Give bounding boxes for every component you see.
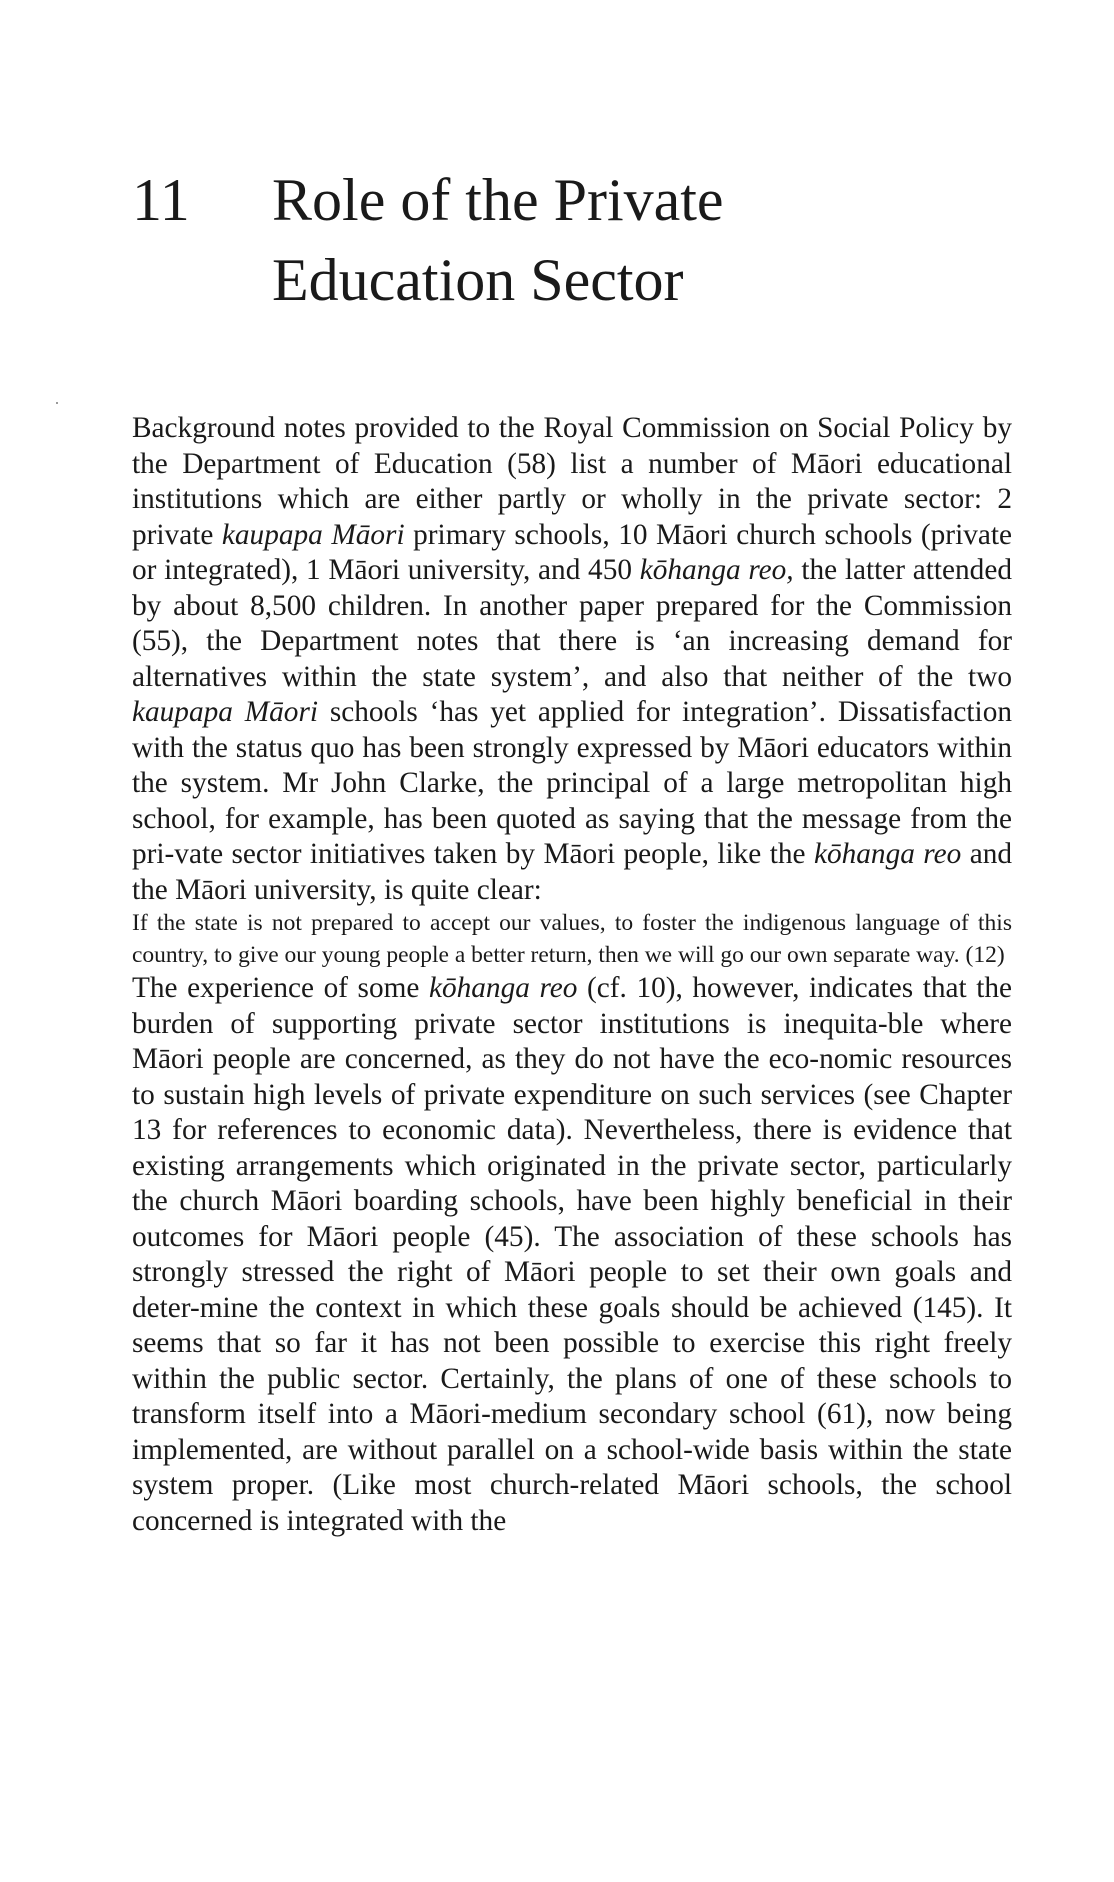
paragraph-2-text-1: The experience of some xyxy=(132,972,429,1004)
paragraph-1-text-3: the latter attended by about 8,500 children. In another paper prepared for the Commission (55), the Department notes that there is ‘an increasing demand for alternatives within the state system’, and also that neither of the two xyxy=(132,554,1012,693)
paragraph-2-italic-1: kōhanga reo xyxy=(428,972,578,1004)
chapter-title-line-2: Education Sector xyxy=(272,247,684,313)
margin-mark xyxy=(56,402,58,404)
paragraph-2-text-2: (cf. 10), however, indicates that the burden of supporting private sector institutions is inequita-ble where Māori people are concerned, as they do not have the eco-nomic resources to sustain high levels of private expenditure on such services (see Chapter 13 for references to economic data). Nevertheless, there is evidence that existing arrangements which originated in the private sector, particularly the church Māori boarding schools, have been highly beneficial in their outcomes for Māori people (45). The association of these schools has strongly stressed the right of Māori people to set their own goals and deter-mine the context in which these goals should be achieved (145). It seems that so far it has not been possible to exercise this right freely within the public sector. Certainly, the plans of one of these schools to transform itself into a Māori-medium secondary school (61), now being implemented, are without parallel on a school-wide basis within the state system proper. (Like most church-related Māori schools, the school concerned is integrated with the xyxy=(132,972,1013,1537)
paragraph-1-text-1: Background notes provided to the Royal Commission on Social Policy by the Department of Education (58) list a number of Māori educational institutions which are either partly or wholly in the private sector: 2 private xyxy=(132,412,1012,551)
paragraph-1-italic-2: kōhanga reo, xyxy=(639,554,794,586)
paragraph-1-italic-1: kaupapa Māori xyxy=(221,518,405,551)
chapter-title xyxy=(272,160,724,320)
paragraph-1-text-5: and the Māori university, is quite clear: xyxy=(132,838,1012,906)
chapter-title-line-1: Role of the Private xyxy=(272,167,724,233)
chapter-number: 11 xyxy=(132,167,190,233)
body-text xyxy=(132,411,1012,1539)
block-quote: If the state is not prepared to accept our values, to foster the indigenous language of this country, to give our young people a better return, then we will go our own separate way. (12) xyxy=(132,910,1012,968)
paragraph-2 xyxy=(132,971,1012,1539)
paragraph-1-italic-3: kaupapa Māori xyxy=(132,696,318,728)
paragraph-1-italic-4: kōhanga reo xyxy=(813,838,962,870)
paragraph-1 xyxy=(132,411,1012,908)
paragraph-1-text-4: schools ‘has yet applied for integration’. Dissatisfaction with the status quo has been strongly expressed by Māori educators within the system. Mr John Clarke, the principal of a large metropolitan high school, for example, has been quoted as saying that the message from the pri-vate sector initiatives taken by Māori people, like the xyxy=(132,696,1012,870)
paragraph-1-text-2: primary schools, 10 Māori church schools (private or integrated), 1 Māori university, and 450 xyxy=(132,518,1012,586)
